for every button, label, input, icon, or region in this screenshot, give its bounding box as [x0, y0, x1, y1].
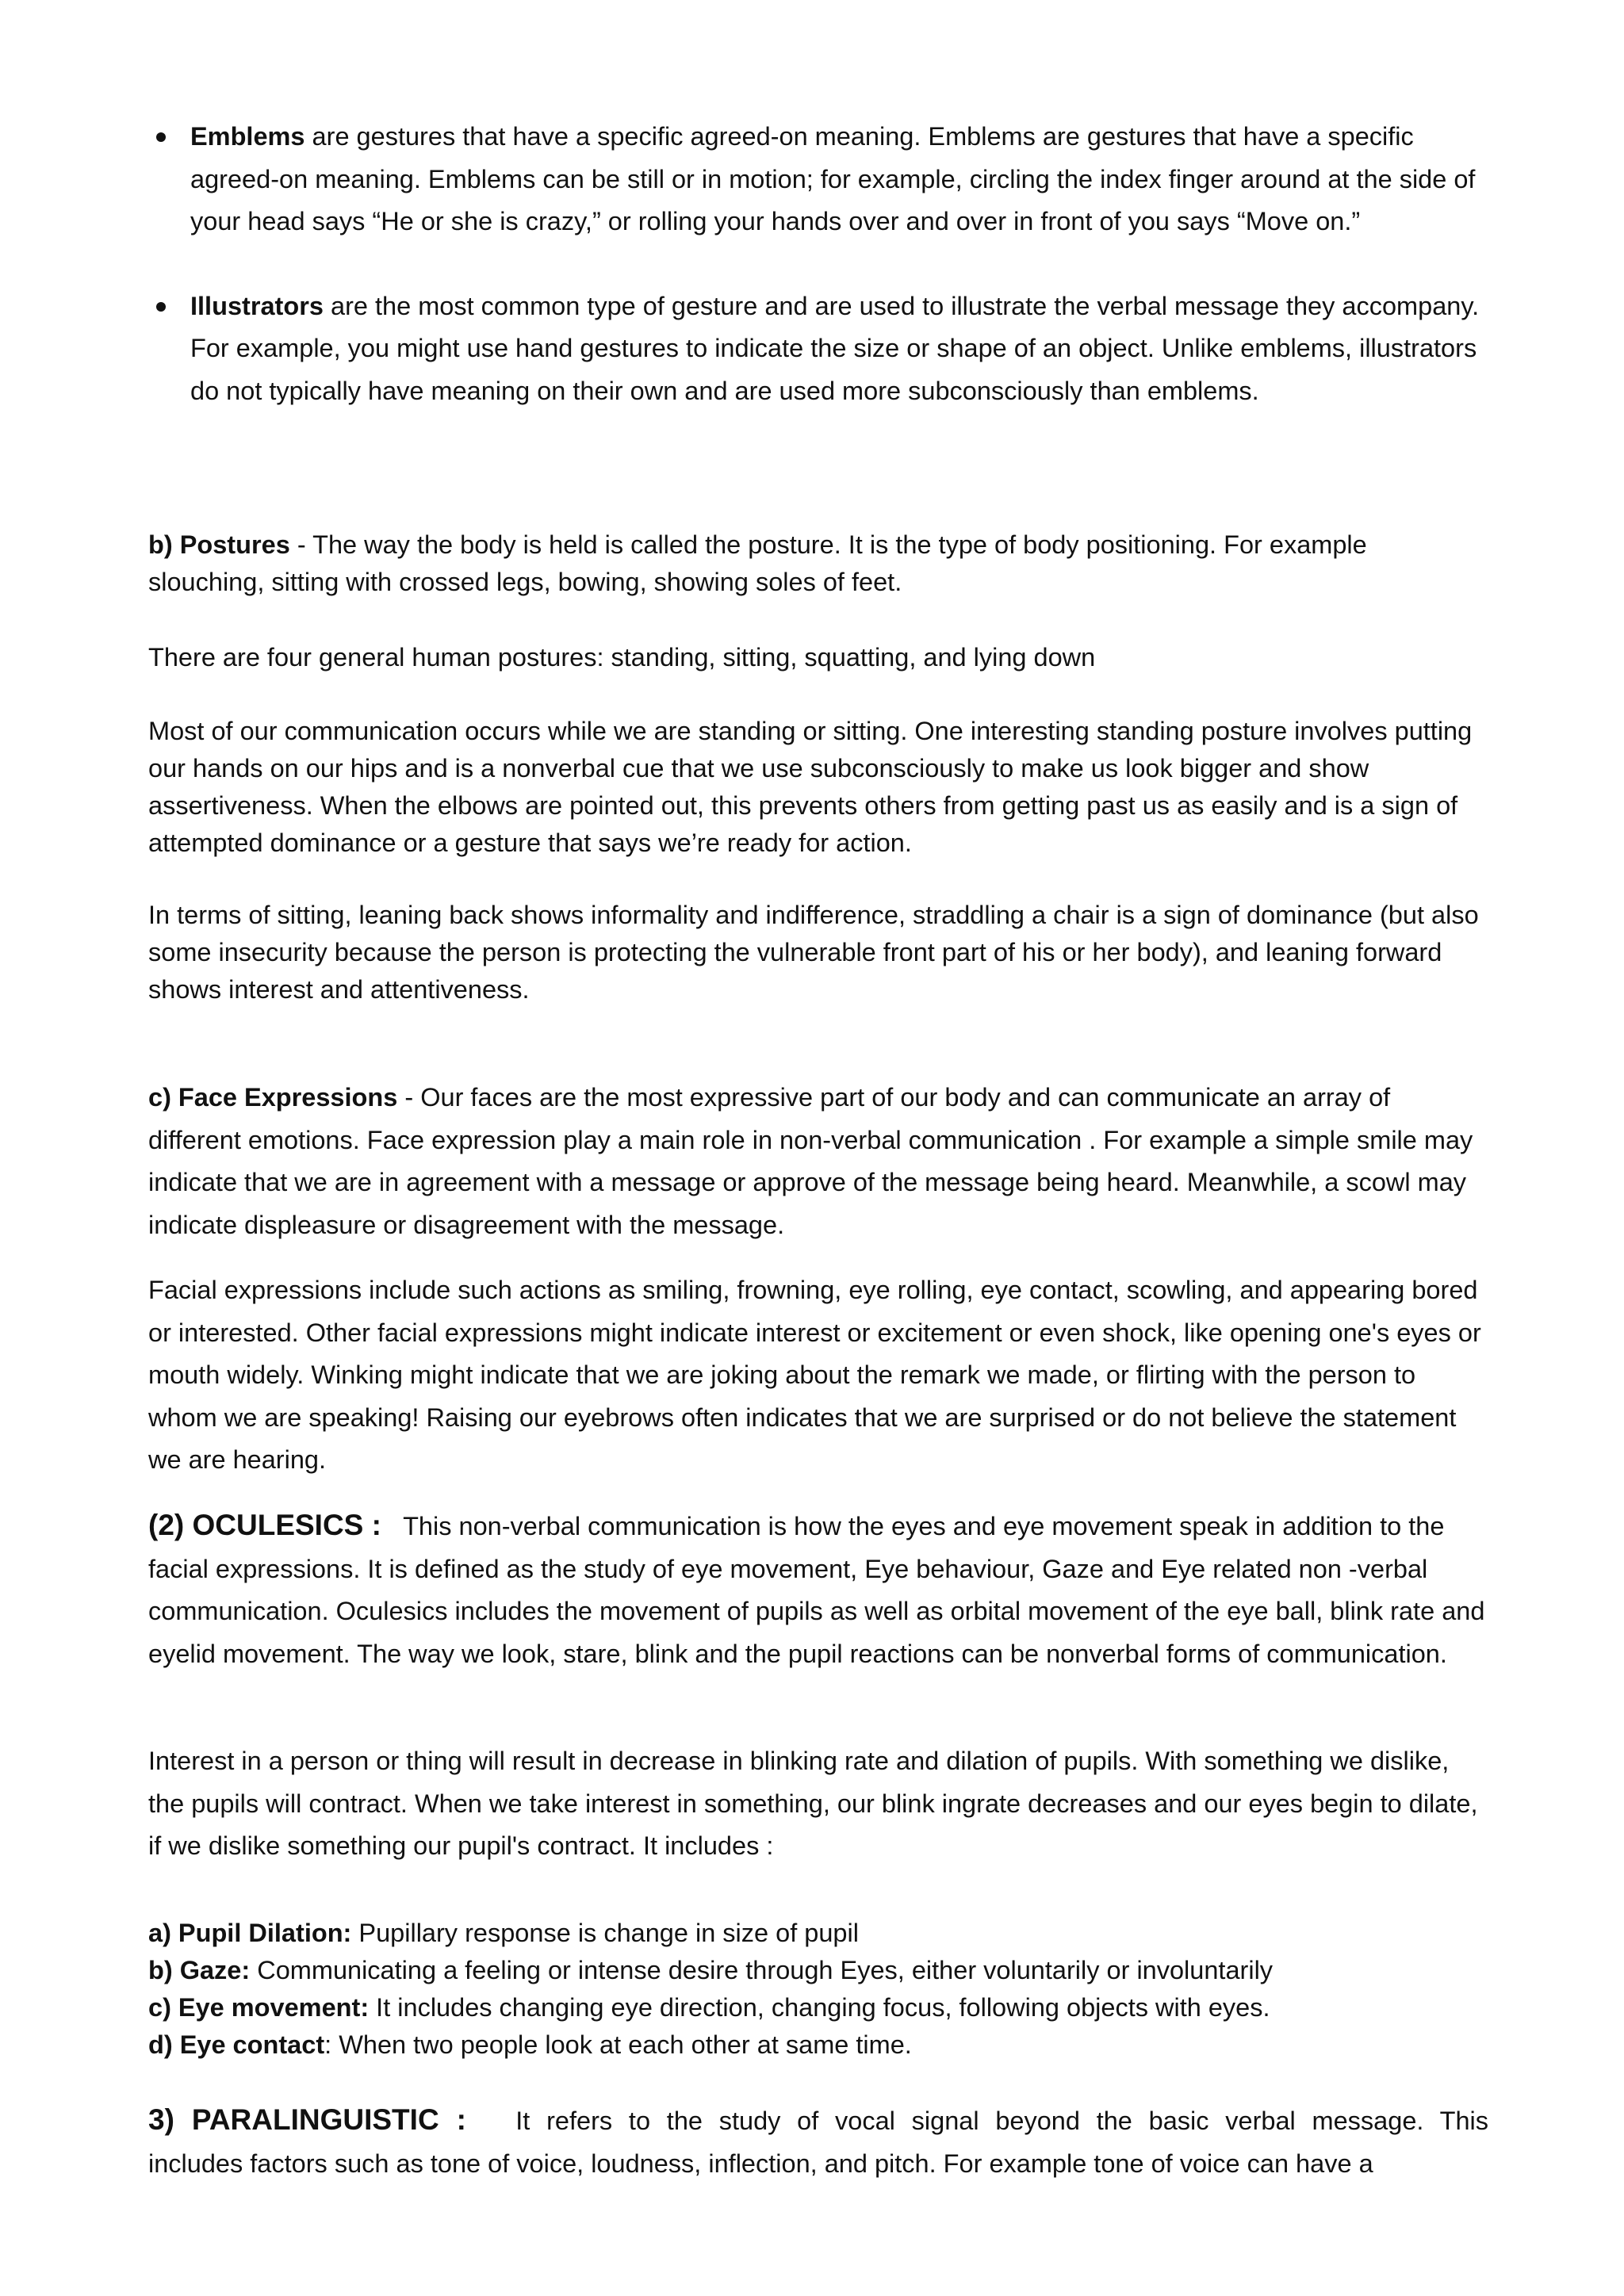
postures-paragraph	[148, 526, 1488, 601]
list-item-illustrators	[190, 285, 1488, 413]
bullet-icon	[156, 302, 166, 312]
list-item-text: Pupillary response is change in size of pupil	[351, 1919, 859, 1947]
bullet-icon	[156, 132, 166, 142]
list-item-emblems	[190, 116, 1488, 243]
face-expressions-heading: c) Face Expressions	[148, 1083, 398, 1112]
postures-paragraph-2: There are four general human postures: standing, sitting, squatting, and lying down	[148, 643, 1096, 672]
list-item	[148, 1915, 1488, 1952]
term-emblems: Emblems	[190, 122, 305, 151]
list-item-text: : When two people look at each other at same time.	[324, 2030, 912, 2059]
paralinguistic-text-1: It refers to the study of vocal signal beyond the basic verbal message. This	[515, 2107, 1489, 2135]
paralinguistic-line-2: includes factors such as tone of voice, loudness, inflection, and pitch. For example tone of voice can have a	[148, 2149, 1373, 2178]
oculesics-text: This non-verbal communication is how the eyes and eye movement speak in addition to the facial expressions. It is defined as the study of eye movement, Eye behaviour, Gaze and Eye related non -verbal communication. Oculesics includes the movement of pupils as well as orbital movement of the eye ball, blink rate and eyelid movement. The way we look, stare, blink and the pupil reactions can be nonverbal forms of communication.	[148, 1512, 1485, 1668]
term-illustrators: Illustrators	[190, 291, 324, 320]
list-item-label: c) Eye movement:	[148, 1993, 370, 2022]
face-expressions-text: - Our faces are the most expressive part of our body and can communicate an array of different emotions. Face expression play a main role in non-verbal communication . For example a simple smile may indicate that we are in agreement with a message or approve of the message being heard. Meanwhile, a scowl may indicate displeasure or disagreement with the message.	[148, 1083, 1473, 1239]
paralinguistic-paragraph	[148, 2099, 1488, 2185]
list-item-label: a) Pupil Dilation:	[148, 1919, 352, 1947]
oculesics-heading: (2) OCULESICS :	[148, 1509, 381, 1541]
illustrators-text: are the most common type of gesture and are used to illustrate the verbal message they accompany. For example, you might use hand gestures to indicate the size or shape of an object. Unlike emblems, illustrators do not typically have meaning on their own and are used more subconsciously than emblems.	[190, 291, 1480, 405]
postures-paragraph-4: In terms of sitting, leaning back shows informality and indifference, straddling a chair is a sign of dominance (but also some insecurity because the person is protecting the vulnerable front part of his or her body), and leaning forward shows interest and attentiveness.	[148, 901, 1479, 1004]
paralinguistic-line-1	[148, 2099, 1488, 2143]
emblems-text: are gestures that have a specific agreed-on meaning. Emblems are gestures that have a specific agreed-on meaning. Emblems can be still or in motion; for example, circling the index finger around at the side of your head says “He or she is crazy,” or rolling your hands over and over in front of you says “Move on.”	[190, 122, 1476, 235]
list-item	[148, 1952, 1488, 1989]
oculesics-list	[148, 1915, 1488, 2064]
face-expressions-paragraph-2: Facial expressions include such actions as smiling, frowning, eye rolling, eye contact, scowling, and appearing bored or interested. Other facial expressions might indicate interest or excitement or even shock, like opening one's eyes or mouth widely. Winking might indicate that we are joking about the remark we made, or flirting with the person to whom we are speaking! Raising our eyebrows often indicates that we are surprised or do not believe the statement we are hearing.	[148, 1276, 1481, 1474]
paralinguistic-heading: 3) PARALINGUISTIC :	[148, 2103, 466, 2136]
list-item-label: b) Gaze:	[148, 1956, 251, 1984]
list-item-label: d) Eye contact	[148, 2030, 325, 2059]
postures-text: - The way the body is held is called the posture. It is the type of body positioning. For example slouching, sitting with crossed legs, bowing, showing soles of feet.	[148, 530, 1367, 596]
postures-paragraph-3: Most of our communication occurs while we are standing or sitting. One interesting standing posture involves putting our hands on our hips and is a nonverbal cue that we use subconsciously to make us look bigger and show assertiveness. When the elbows are pointed out, this prevents others from getting past us as easily and is a sign of attempted dominance or a gesture that says we’re ready for action.	[148, 717, 1473, 857]
oculesics-paragraph-2: Interest in a person or thing will result in decrease in blinking rate and dilation of pupils. With something we dislike, the pupils will contract. When we take interest in something, our blink ingrate decreases and our eyes begin to dilate, if we dislike something our pupil's contract. It includes :	[148, 1747, 1478, 1860]
face-expressions-paragraph	[148, 1077, 1488, 1246]
list-item-text: It includes changing eye direction, changing focus, following objects with eyes.	[369, 1993, 1270, 2022]
list-item	[148, 2026, 1488, 2064]
gesture-types-list	[190, 116, 1488, 412]
postures-heading: b) Postures	[148, 530, 290, 559]
list-item-text: Communicating a feeling or intense desire through Eyes, either voluntarily or involuntarily	[250, 1956, 1274, 1984]
list-item	[148, 1989, 1488, 2026]
oculesics-paragraph	[148, 1504, 1488, 1675]
